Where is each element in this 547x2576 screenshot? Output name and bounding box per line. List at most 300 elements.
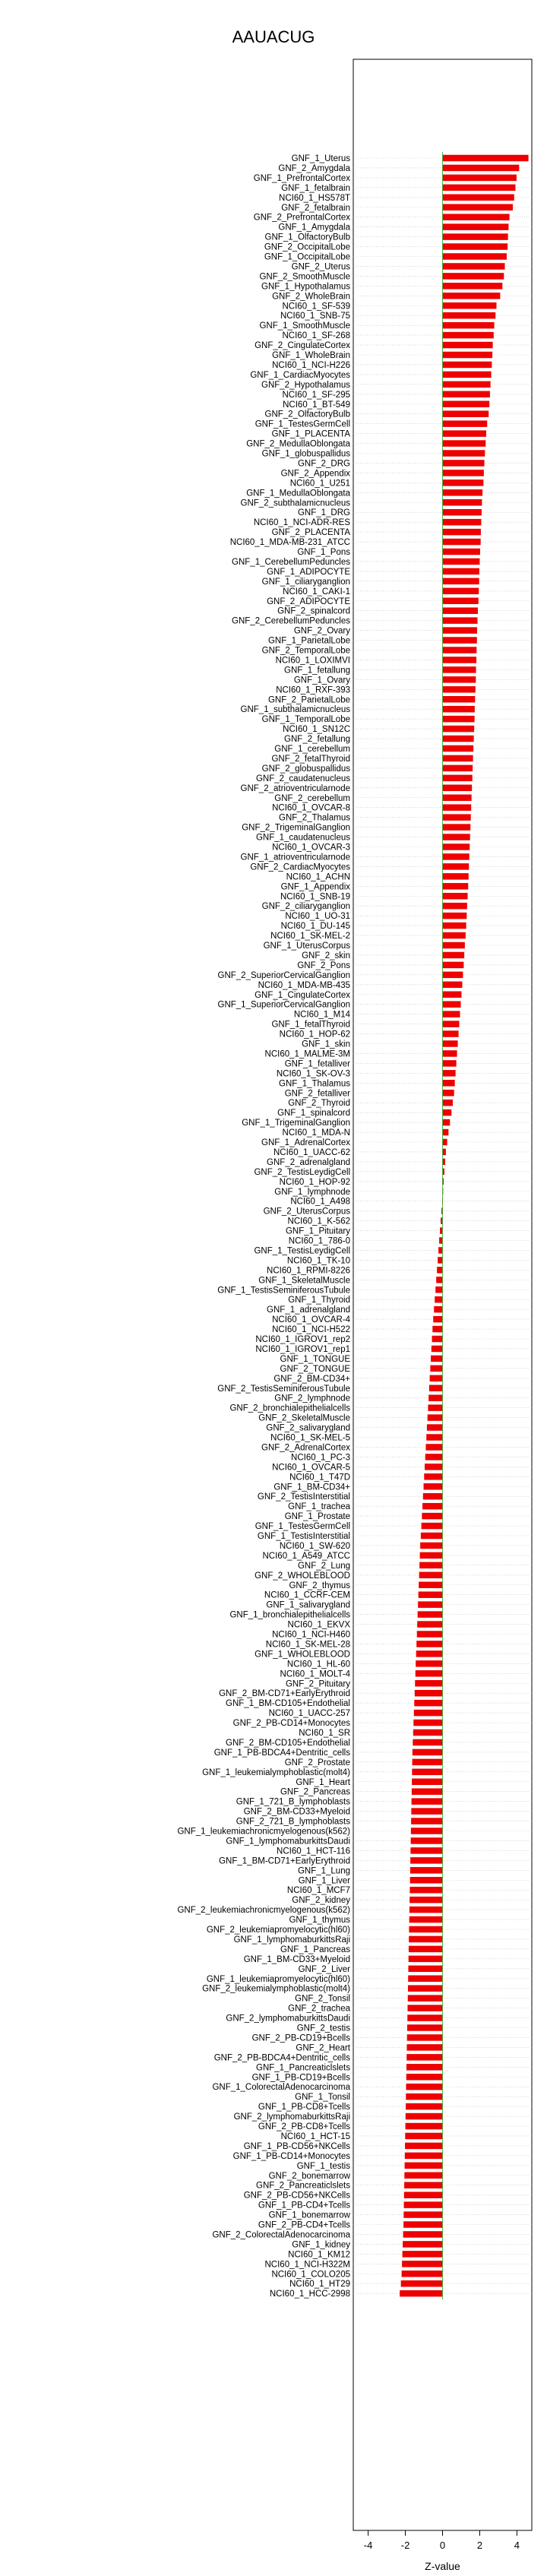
category-label: GNF_2_PB-CD19+Bcells bbox=[251, 2033, 350, 2043]
category-label: GNF_2_PrefrontalCortex bbox=[253, 213, 350, 223]
category-label: GNF_1_Lung bbox=[297, 1866, 350, 1876]
bar bbox=[443, 598, 479, 605]
bar bbox=[406, 2084, 443, 2090]
category-label: GNF_2_subthalamicnucleus bbox=[240, 498, 350, 508]
bar bbox=[443, 214, 510, 220]
x-tick-label: 4 bbox=[514, 2540, 520, 2551]
bar bbox=[406, 2113, 443, 2120]
bar bbox=[443, 372, 492, 378]
bar bbox=[443, 1119, 451, 1126]
bar bbox=[402, 2261, 442, 2267]
bar bbox=[419, 1582, 442, 1589]
bar bbox=[443, 637, 477, 644]
bar bbox=[419, 1562, 442, 1569]
category-label: NCI60_1_OVCAR-5 bbox=[272, 1463, 350, 1473]
bar bbox=[406, 2093, 442, 2100]
bar bbox=[443, 549, 480, 555]
bar bbox=[443, 1090, 454, 1097]
category-label: NCI60_1_SR bbox=[299, 1729, 350, 1738]
category-label: NCI60_1_CAKI-1 bbox=[283, 587, 350, 597]
category-label: GNF_2_Appendix bbox=[280, 469, 350, 479]
category-label: GNF_1_lymphnode bbox=[274, 1187, 350, 1197]
category-label: GNF_2_Ovary bbox=[293, 626, 350, 636]
bar bbox=[443, 1100, 453, 1106]
category-label: GNF_2_Hypothalamus bbox=[261, 380, 350, 390]
bar bbox=[404, 2201, 443, 2208]
category-label: NCI60_1_K-562 bbox=[287, 1217, 350, 1226]
category-label: GNF_1_PB-CD19+Bcells bbox=[251, 2073, 350, 2083]
bar bbox=[443, 1021, 460, 1027]
category-label: NCI60_1_HL-60 bbox=[286, 1660, 350, 1669]
category-label: GNF_1_WHOLEBLOOD bbox=[255, 1650, 350, 1660]
bar bbox=[405, 2143, 442, 2150]
bar bbox=[443, 647, 477, 653]
bar bbox=[435, 1296, 442, 1303]
bar bbox=[430, 1375, 443, 1382]
bar bbox=[406, 2103, 442, 2110]
category-label: GNF_1_OccipitalLobe bbox=[264, 252, 350, 262]
category-label: NCI60_1_HCC-2998 bbox=[269, 2290, 350, 2299]
category-label: GNF_1_bonemarrow bbox=[268, 2210, 350, 2220]
bar bbox=[443, 1109, 452, 1116]
bar bbox=[406, 2054, 442, 2061]
category-label: GNF_1_TestisSeminiferousTubule bbox=[217, 1286, 350, 1296]
bar bbox=[427, 1424, 443, 1431]
category-label: GNF_2_fetalbrain bbox=[281, 203, 350, 213]
bar bbox=[429, 1385, 443, 1392]
bar bbox=[406, 2123, 443, 2130]
category-label: NCI60_1_HOP-62 bbox=[279, 1030, 350, 1040]
category-label: GNF_2_Thyroid bbox=[288, 1099, 350, 1109]
bar bbox=[443, 716, 475, 723]
category-label: GNF_2_globuspallidus bbox=[261, 764, 350, 774]
bar bbox=[443, 795, 472, 802]
category-label: GNF_2_kidney bbox=[292, 1896, 350, 1906]
bar bbox=[443, 706, 475, 713]
category-label: GNF_1_PB-CD8+Tcells bbox=[258, 2103, 350, 2112]
category-label: GNF_1_BM-CD105+Endothelial bbox=[226, 1699, 350, 1709]
bar bbox=[419, 1591, 443, 1598]
bar bbox=[411, 1837, 443, 1844]
category-label: NCI60_1_RXF-393 bbox=[276, 685, 350, 695]
bar bbox=[433, 1316, 442, 1323]
bar bbox=[443, 657, 477, 663]
bar bbox=[443, 913, 467, 919]
bar bbox=[413, 1749, 443, 1756]
bar bbox=[443, 519, 482, 526]
bar bbox=[443, 834, 470, 840]
category-label: GNF_1_Appendix bbox=[280, 882, 350, 892]
category-label: NCI60_1_NCI-H226 bbox=[272, 360, 350, 370]
category-label: GNF_1_CerebellumPeduncles bbox=[232, 557, 350, 567]
category-label: GNF_2_TrigeminalGanglion bbox=[242, 823, 350, 833]
category-label: GNF_1_Uterus bbox=[291, 154, 350, 163]
bar bbox=[443, 302, 497, 309]
category-label: GNF_1_fetalThyroid bbox=[271, 1020, 350, 1030]
category-label: GNF_1_WholeBrain bbox=[272, 351, 350, 360]
category-label: GNF_2_Tonsil bbox=[295, 1994, 350, 2004]
category-label: NCI60_1_NCI-ADR-RES bbox=[253, 518, 350, 528]
bar bbox=[443, 775, 473, 782]
bar bbox=[402, 2271, 443, 2277]
category-label: GNF_1_Prostate bbox=[284, 1512, 350, 1522]
bar bbox=[443, 853, 470, 860]
category-label: GNF_2_CerebellumPeduncles bbox=[232, 616, 350, 626]
category-label: GNF_1_lymphomaburkittsDaudi bbox=[226, 1837, 350, 1847]
bar bbox=[407, 2044, 443, 2051]
bar bbox=[403, 2231, 443, 2238]
bar bbox=[443, 1080, 455, 1087]
bar bbox=[428, 1404, 442, 1411]
category-label: NCI60_1_MDA-N bbox=[282, 1128, 350, 1138]
bar bbox=[443, 686, 476, 693]
bar bbox=[443, 962, 464, 969]
bar bbox=[422, 1523, 443, 1530]
category-label: GNF_1_caudatenucleus bbox=[255, 833, 350, 843]
category-label: GNF_2_PLACENTA bbox=[271, 528, 350, 538]
category-label: GNF_1_PrefrontalCortex bbox=[253, 173, 350, 183]
bar bbox=[404, 2173, 442, 2179]
bar bbox=[424, 1473, 442, 1480]
category-label: GNF_1_SmoothMuscle bbox=[259, 321, 350, 331]
category-label: NCI60_1_OVCAR-8 bbox=[272, 803, 350, 813]
category-label: GNF_1_PLACENTA bbox=[271, 429, 350, 439]
category-label: NCI60_1_SN12C bbox=[283, 725, 350, 735]
category-label: GNF_1_trachea bbox=[288, 1502, 350, 1512]
bar bbox=[422, 1513, 442, 1520]
category-label: NCI60_1_HOP-92 bbox=[279, 1177, 350, 1187]
category-label: GNF_2_ADIPOCYTE bbox=[267, 597, 350, 606]
bar bbox=[439, 1237, 442, 1244]
category-label: GNF_1_leukemiachronicmyelogenous(k562) bbox=[177, 1827, 350, 1837]
category-label: NCI60_1_HCT-116 bbox=[277, 1847, 350, 1856]
bar bbox=[443, 332, 494, 339]
bar bbox=[416, 1641, 442, 1647]
bar bbox=[407, 2034, 443, 2041]
bar bbox=[411, 1808, 442, 1815]
bar bbox=[405, 2133, 442, 2140]
category-label: GNF_2_721_B_lymphoblasts bbox=[236, 1817, 350, 1827]
bar bbox=[403, 2221, 442, 2228]
bar bbox=[430, 1366, 442, 1372]
bar bbox=[443, 342, 493, 349]
category-label: NCI60_1_RPMI-8226 bbox=[267, 1266, 350, 1276]
category-label: GNF_1_BM-CD34+ bbox=[274, 1483, 350, 1492]
bar bbox=[443, 982, 463, 989]
bar bbox=[443, 440, 486, 447]
x-tick-label: -2 bbox=[400, 2540, 410, 2551]
bar bbox=[413, 1739, 442, 1746]
category-label: GNF_2_caudatenucleus bbox=[255, 774, 350, 783]
category-label: GNF_2_PB-CD8+Tcells bbox=[258, 2122, 350, 2131]
bar bbox=[410, 1857, 442, 1864]
category-label: GNF_1_UterusCorpus bbox=[263, 941, 350, 951]
bar bbox=[438, 1257, 442, 1264]
bar bbox=[403, 2211, 442, 2218]
category-label: GNF_1_ADIPOCYTE bbox=[267, 567, 350, 577]
category-label: GNF_2_WholeBrain bbox=[272, 292, 350, 302]
bar bbox=[443, 785, 473, 792]
category-label: GNF_2_lymphomaburkittsDaudi bbox=[226, 2014, 350, 2024]
category-label: NCI60_1_SF-295 bbox=[282, 390, 350, 400]
category-label: GNF_2_lymphnode bbox=[274, 1394, 350, 1404]
category-label: GNF_2_UterusCorpus bbox=[263, 1207, 350, 1217]
category-label: GNF_1_AdrenalCortex bbox=[261, 1138, 350, 1147]
category-label: GNF_2_SkeletalMuscle bbox=[258, 1413, 350, 1423]
category-label: GNF_1_PB-CD14+Monocytes bbox=[232, 2151, 350, 2161]
bar bbox=[415, 1680, 442, 1687]
category-label: GNF_1_TestisLeydigCell bbox=[254, 1246, 350, 1256]
category-label: GNF_2_TemporalLobe bbox=[261, 646, 350, 656]
bar bbox=[443, 233, 508, 240]
category-label: GNF_2_spinalcord bbox=[277, 606, 350, 616]
category-label: NCI60_1_MDA-MB-231_ATCC bbox=[229, 538, 350, 548]
category-label: GNF_1_salivarygland bbox=[266, 1600, 350, 1610]
bar bbox=[443, 450, 485, 457]
bar bbox=[428, 1414, 443, 1421]
category-label: NCI60_1_SW-620 bbox=[279, 1541, 350, 1551]
bar bbox=[443, 430, 487, 437]
category-label: GNF_2_ParietalLobe bbox=[267, 695, 350, 705]
bar bbox=[443, 499, 482, 506]
bar bbox=[443, 627, 478, 634]
category-label: GNF_2_skin bbox=[302, 951, 350, 960]
category-label: NCI60_1_SNB-75 bbox=[280, 312, 350, 321]
category-label: GNF_1_Liver bbox=[298, 1876, 350, 1886]
bar bbox=[443, 460, 485, 467]
category-label: NCI60_1_NCI-H522 bbox=[272, 1325, 350, 1335]
category-label: NCI60_1_NCI-H460 bbox=[272, 1630, 350, 1640]
category-label: GNF_2_BM-CD34+ bbox=[274, 1374, 350, 1384]
bar bbox=[420, 1552, 443, 1559]
category-label: NCI60_1_PC-3 bbox=[291, 1453, 350, 1463]
bar bbox=[443, 903, 467, 910]
category-label: GNF_1_PB-CD56+NKCells bbox=[243, 2141, 350, 2151]
bar bbox=[443, 420, 488, 427]
bar bbox=[443, 410, 489, 417]
bar bbox=[406, 2064, 442, 2071]
bar bbox=[443, 1001, 461, 1008]
category-label: GNF_2_Uterus bbox=[291, 262, 350, 272]
bar bbox=[403, 2241, 442, 2248]
category-label: GNF_2_ColorectalAdenocarcinoma bbox=[212, 2230, 350, 2240]
category-label: GNF_2_BM-CD71+EarlyErythroid bbox=[219, 1689, 350, 1699]
bar bbox=[407, 2024, 443, 2031]
category-label: GNF_1_Ovary bbox=[293, 676, 350, 685]
category-label: GNF_1_TestisInterstitial bbox=[257, 1532, 350, 1541]
bar bbox=[443, 1139, 447, 1146]
category-label: GNF_1_cerebellum bbox=[274, 745, 350, 754]
bar bbox=[420, 1543, 442, 1549]
bar bbox=[410, 1877, 443, 1884]
category-label: GNF_1_SuperiorCervicalGanglion bbox=[217, 1000, 350, 1010]
category-label: GNF_2_bonemarrow bbox=[268, 2171, 350, 2181]
category-label: NCI60_1_COLO205 bbox=[271, 2270, 350, 2280]
category-label: GNF_1_thymus bbox=[289, 1916, 350, 1926]
category-label: GNF_1_Pancreas bbox=[280, 1945, 350, 1954]
bar bbox=[443, 362, 492, 369]
category-label: GNF_1_SkeletalMuscle bbox=[258, 1276, 350, 1286]
category-label: GNF_2_leukemiapromyelocytic(hl60) bbox=[206, 1926, 350, 1935]
category-label: GNF_1_ciliaryganglion bbox=[261, 577, 350, 587]
x-axis-label: Z-value bbox=[425, 2560, 460, 2572]
bar bbox=[443, 529, 481, 536]
bar bbox=[443, 736, 474, 742]
bar bbox=[418, 1601, 442, 1608]
bar bbox=[443, 932, 466, 939]
bar bbox=[406, 2074, 443, 2081]
bar bbox=[417, 1631, 443, 1638]
bar bbox=[443, 175, 517, 182]
bar bbox=[443, 489, 483, 496]
bar bbox=[414, 1710, 443, 1717]
category-label: GNF_2_Liver bbox=[298, 1964, 350, 1974]
category-label: GNF_2_Pancreas bbox=[280, 1787, 350, 1797]
category-label: GNF_1_CingulateCortex bbox=[255, 990, 350, 1000]
bar bbox=[432, 1326, 442, 1333]
bar bbox=[408, 1966, 442, 1973]
bar bbox=[443, 755, 473, 762]
bar bbox=[425, 1454, 443, 1460]
category-label: GNF_2_salivarygland bbox=[266, 1423, 350, 1433]
bar bbox=[409, 1897, 442, 1904]
bar bbox=[424, 1483, 443, 1490]
category-label: GNF_1_MedullaOblongata bbox=[246, 489, 350, 498]
category-label: GNF_1_ColorectalAdenocarcinoma bbox=[212, 2083, 350, 2093]
category-label: GNF_1_fetalliver bbox=[284, 1059, 350, 1069]
category-label: GNF_2_leukemiachronicmyelogenous(k562) bbox=[177, 1906, 350, 1916]
category-label: NCI60_1_MOLT-4 bbox=[280, 1669, 350, 1679]
bar bbox=[443, 952, 465, 959]
category-label: GNF_1_BM-CD33+Myeloid bbox=[243, 1954, 350, 1964]
bar bbox=[443, 509, 482, 516]
category-label: GNF_1_lymphomaburkittsRaji bbox=[233, 1935, 350, 1945]
category-label: GNF_2_Heart bbox=[296, 2043, 350, 2053]
bar bbox=[443, 922, 466, 929]
bar bbox=[408, 1985, 443, 1992]
category-label: GNF_2_Amygdala bbox=[278, 163, 350, 173]
bar bbox=[412, 1769, 442, 1776]
bar bbox=[443, 617, 478, 624]
category-label: NCI60_1_UO-31 bbox=[285, 912, 350, 922]
category-label: GNF_2_TestisLeydigCell bbox=[254, 1167, 350, 1177]
bar bbox=[404, 2182, 442, 2188]
bar bbox=[443, 942, 465, 949]
category-label: GNF_1_CardiacMyocytes bbox=[250, 370, 350, 380]
category-label: NCI60_1_NCI-H322M bbox=[264, 2260, 350, 2270]
bar bbox=[443, 578, 479, 585]
bar bbox=[409, 1936, 442, 1943]
category-label: GNF_1_subthalamicnucleus bbox=[240, 705, 350, 715]
bar bbox=[412, 1779, 442, 1786]
category-label: GNF_2_lymphomaburkittsRaji bbox=[233, 2112, 350, 2122]
category-label: GNF_2_fetallung bbox=[284, 735, 350, 745]
bar bbox=[443, 312, 496, 319]
bar bbox=[443, 1040, 458, 1047]
bar bbox=[443, 814, 471, 821]
category-label: NCI60_1_SK-MEL-5 bbox=[270, 1433, 350, 1443]
category-label: NCI60_1_SK-MEL-2 bbox=[270, 932, 350, 941]
bar bbox=[443, 195, 514, 201]
bar bbox=[443, 293, 501, 299]
bar bbox=[443, 666, 476, 673]
category-label: NCI60_1_LOXIMVI bbox=[275, 656, 350, 666]
bar bbox=[435, 1286, 442, 1293]
bar bbox=[443, 1070, 456, 1077]
category-label: GNF_1_PB-CD4+Tcells bbox=[258, 2201, 350, 2210]
bar bbox=[440, 1227, 442, 1234]
bar bbox=[401, 2280, 443, 2287]
category-label: GNF_1_Pancreaticlslets bbox=[256, 2063, 350, 2073]
bar bbox=[409, 1946, 443, 1953]
bar bbox=[423, 1493, 443, 1500]
bar bbox=[443, 607, 479, 614]
bar bbox=[443, 588, 479, 595]
category-label: NCI60_1_BT-549 bbox=[283, 400, 350, 410]
category-label: GNF_1_TONGUE bbox=[280, 1354, 350, 1364]
category-label: GNF_2_PB-BDCA4+Dentritic_cells bbox=[213, 2053, 350, 2063]
category-label: GNF_1_Thalamus bbox=[279, 1079, 350, 1089]
category-label: GNF_2_Lung bbox=[297, 1561, 350, 1571]
bar bbox=[409, 1926, 442, 1933]
category-label: NCI60_1_DU-145 bbox=[280, 922, 350, 932]
category-label: GNF_2_BM-CD105+Endothelial bbox=[226, 1738, 350, 1748]
bar bbox=[443, 155, 529, 162]
category-label: GNF_2_SmoothMuscle bbox=[259, 272, 350, 282]
category-label: NCI60_1_MDA-MB-435 bbox=[258, 980, 350, 990]
bar bbox=[443, 204, 514, 211]
chart-title: AAUACUG bbox=[232, 27, 315, 46]
category-label: NCI60_1_ACHN bbox=[286, 872, 350, 882]
bar bbox=[443, 185, 516, 191]
bar bbox=[443, 1129, 449, 1136]
bar bbox=[416, 1660, 442, 1667]
bar bbox=[443, 539, 481, 546]
category-label: GNF_1_TestesGermCell bbox=[255, 1522, 350, 1532]
bar bbox=[403, 2251, 443, 2258]
category-label: NCI60_1_SK-MEL-28 bbox=[265, 1640, 350, 1650]
bar bbox=[434, 1306, 442, 1313]
category-label: GNF_1_OlfactoryBulb bbox=[264, 233, 350, 242]
bar bbox=[413, 1720, 442, 1726]
bar bbox=[414, 1700, 442, 1707]
category-label: NCI60_1_OVCAR-3 bbox=[272, 843, 350, 853]
bar bbox=[443, 696, 476, 703]
category-label: GNF_2_PB-CD4+Tcells bbox=[258, 2220, 350, 2230]
category-label: GNF_2_Pancreaticlslets bbox=[256, 2181, 350, 2191]
category-label: GNF_2_TestisSeminiferousTubule bbox=[217, 1384, 350, 1394]
x-tick-label: -4 bbox=[363, 2540, 373, 2551]
bar bbox=[418, 1611, 443, 1618]
category-label: GNF_2_testis bbox=[296, 2024, 350, 2033]
bar bbox=[413, 1759, 443, 1766]
category-label: GNF_2_MedullaOblongata bbox=[246, 439, 350, 449]
category-label: GNF_2_atrioventricularnode bbox=[240, 783, 350, 793]
category-label: GNF_1_leukemiapromyelocytic(hl60) bbox=[206, 1974, 350, 1984]
category-label: GNF_2_bronchialepithelialcells bbox=[229, 1404, 350, 1413]
bar bbox=[428, 1394, 442, 1401]
category-label: GNF_1_Thyroid bbox=[288, 1296, 350, 1305]
bar bbox=[407, 2014, 442, 2021]
bar bbox=[431, 1356, 442, 1362]
category-label: GNF_1_globuspallidus bbox=[261, 449, 350, 459]
bar bbox=[443, 883, 469, 890]
category-label: GNF_2_OccipitalLobe bbox=[264, 242, 350, 252]
category-label: NCI60_1_M14 bbox=[293, 1010, 350, 1020]
bar bbox=[443, 263, 505, 270]
category-label: NCI60_1_786-0 bbox=[288, 1236, 350, 1246]
bar bbox=[405, 2153, 443, 2160]
